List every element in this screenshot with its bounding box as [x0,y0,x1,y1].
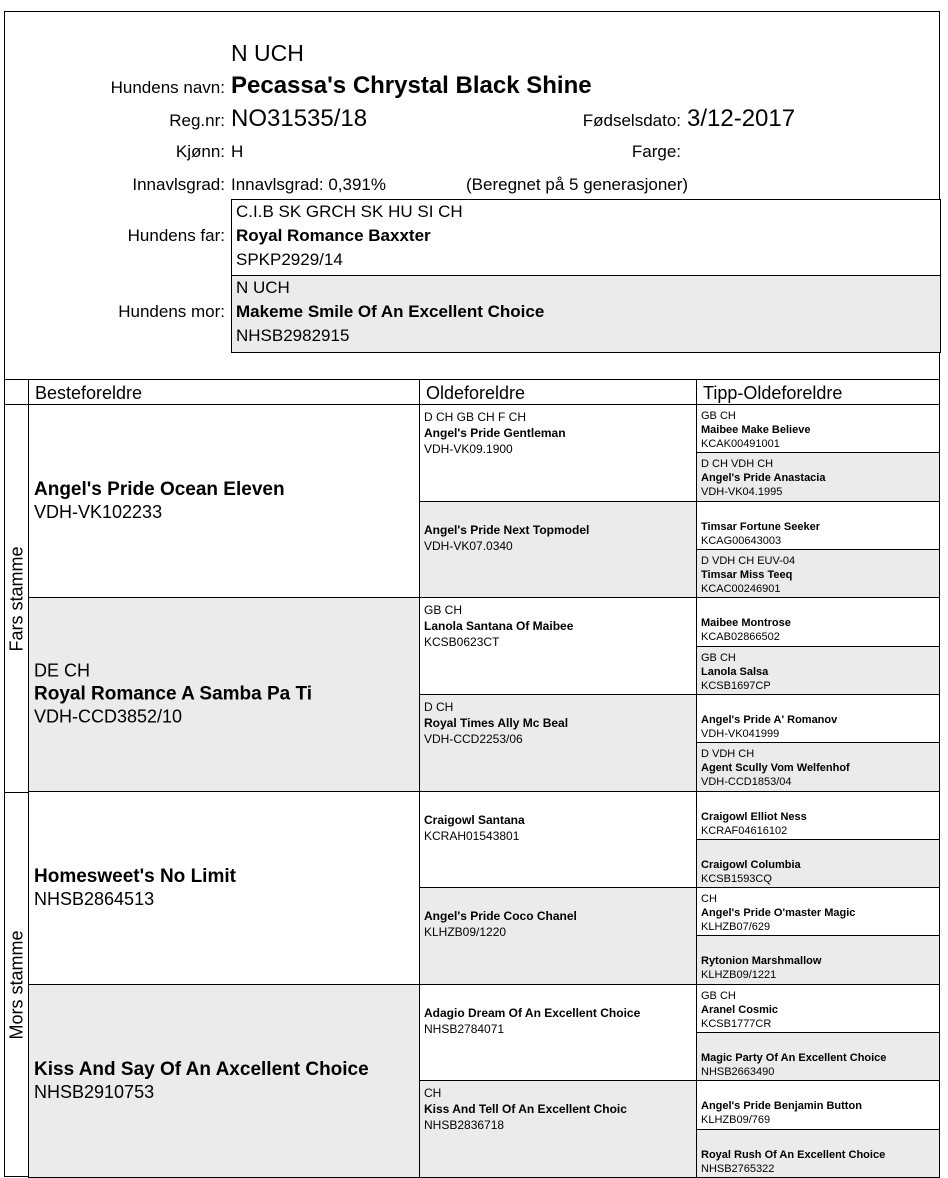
dog-reg: VDH-CCD1853/04 [701,776,792,789]
dog-entry [701,409,810,451]
reg-label: Reg.nr: [169,111,225,130]
dog-reg: KCAC00246901 [701,582,781,595]
dog-title [701,1085,862,1099]
g3-cell [696,452,940,501]
g3-cell [696,935,940,984]
dog-name: Rytonion Marshmallow [701,955,822,968]
dog-entry [424,699,568,747]
g3-cell [696,646,940,695]
dog-name: Craigowl Santana [424,812,525,827]
g3-cell [696,549,940,598]
dog-entry [34,478,285,524]
dog-title [424,506,589,522]
dog-entry [424,409,566,457]
g1-cell [28,404,420,598]
g3-cell [696,791,940,840]
dog-title: CH [424,1086,442,1101]
dog-entry [424,989,640,1037]
dog-reg: KCRAF04616102 [701,824,788,837]
dog-entry [424,1085,627,1133]
color-label: Farge: [631,142,681,161]
inbreeding-label: Innavlsgrad: [132,175,225,194]
dog-name: Kiss And Tell Of An Excellent Choic [424,1102,627,1117]
dog-name: Angel's Pride Coco Chanel [424,909,577,924]
dog-entry [424,602,573,650]
dog-reg: VDH-VK041999 [701,727,780,740]
dog-title: GB CH [701,410,736,422]
column-header-g1: Besteforeldre [28,379,420,405]
dam-box [231,275,941,353]
dog-name: Adagio Dream Of An Excellent Choice [424,1005,641,1020]
dog-sex: H [231,142,244,161]
dog-title: D CH [424,699,454,714]
dog-name: Royal Romance A Samba Pa Ti [34,683,313,705]
sex-label: Kjønn: [175,142,225,161]
dog-reg: KCAG00643003 [701,534,782,547]
g1-cell [28,984,420,1178]
dog-name: Timsar Miss Teeq [701,568,793,581]
dog-reg: NHSB2784071 [424,1021,505,1036]
dam-title: N UCH [236,278,290,297]
dog-entry [701,747,850,789]
dam-reg: NHSB2982915 [236,326,350,345]
dog-entry [424,506,589,554]
dog-name: Agent Scully Vom Welfenhof [701,762,850,775]
dog-reg: KLHZB09/769 [701,1114,771,1127]
dog-entry [701,844,801,886]
name-label: Hundens navn: [110,78,225,97]
dam-label: Hundens mor: [118,302,225,321]
dog-name: Aranel Cosmic [701,1003,779,1016]
sire-reg: SPKP2929/14 [236,250,343,269]
dog-name: Homesweet's No Limit [34,865,236,887]
sire-box [231,199,941,277]
dog-reg: KCSB1697CP [701,679,771,692]
dog-entry [701,892,855,934]
g3-cell [696,404,940,453]
column-header-g3: Tipp-Oldeforeldre [696,379,940,405]
dog-title: GB CH [424,603,463,618]
dog-name: Lanola Salsa [701,665,769,678]
dog-entry [701,651,771,693]
dog-name: Lanola Santana Of Maibee [424,619,574,634]
dog-entry [701,1134,885,1176]
dog-title: GB CH [701,989,736,1002]
birth-label: Fødselsdato: [582,111,681,130]
dog-name: Royal Rush Of An Excellent Choice [701,1148,886,1161]
inbreeding-value: Innavlsgrad: 0,391% [231,175,386,194]
dog-entry [424,892,577,940]
dog-name: Magic Party Of An Excellent Choice [701,1052,887,1065]
g1-cell [28,791,420,985]
dog-reg: NO31535/18 [231,105,368,132]
dog-title: GB CH [701,651,736,664]
dog-title [701,844,801,858]
sire-side-label: Fars stamme [4,404,29,793]
dog-name: Timsar Fortune Seeker [701,520,821,533]
dog-title [701,506,820,520]
dog-reg: VDH-VK07.0340 [424,538,513,553]
dog-reg: KLHZB09/1220 [424,925,507,940]
dog-name: Angel's Pride Anastacia [701,472,826,485]
dog-title [701,796,807,810]
column-header-g2: Oldeforeldre [419,379,697,405]
g3-cell [696,1032,940,1081]
sire-label: Hundens far: [127,226,225,245]
dog-reg: KCSB1593CQ [701,872,772,885]
dog-reg: VDH-CCD2253/06 [424,731,523,746]
dog-title [701,1134,885,1148]
dog-name: Angel's Pride A' Romanov [701,713,838,726]
dog-entry [701,602,791,644]
dog-name: Kiss And Say Of An Axcellent Choice [34,1058,369,1080]
dog-name: Craigowl Columbia [701,858,801,871]
dog-header [4,11,940,380]
g1-cell [28,597,420,791]
sire-name: Royal Romance Baxxter [236,226,431,245]
dam-name: Makeme Smile Of An Excellent Choice [236,302,545,321]
dam-side-label: Mors stamme [4,792,29,1177]
dog-entry [701,796,807,838]
dog-reg: NHSB2663490 [701,1066,775,1079]
g2-cell [419,1080,697,1178]
dog-reg: KCAK00491001 [701,438,780,450]
dog-entry [701,1085,862,1127]
dog-name: Angel's Pride Ocean Eleven [34,479,285,501]
dog-title [701,699,837,713]
dog-entry [701,554,795,596]
dog-title [701,1037,886,1051]
dog-title [701,940,821,954]
dog-title [701,602,791,616]
dog-name: Angel's Pride Gentleman [424,426,566,440]
dog-entry [701,506,820,548]
inbreeding-note: (Beregnet på 5 generasjoner) [466,175,689,194]
dog-title: D CH GB CH F CH [424,410,526,424]
dog-reg: KCRAH01543801 [424,828,520,843]
dog-title [424,796,525,812]
g2-cell [419,694,697,792]
g3-cell [696,887,940,936]
dog-entry [34,865,236,911]
g2-cell [419,791,697,889]
dog-reg: NHSB2910753 [34,1081,155,1102]
g3-cell [696,1080,940,1129]
dog-reg: NHSB2864513 [34,888,155,909]
g3-cell [696,1129,940,1178]
dog-name: Angel's Pride O'master Magic [701,907,856,920]
dog-title: D VDH CH EUV-04 [701,554,796,567]
dog-title: CH [701,893,717,906]
dog-entry [701,1037,886,1079]
dog-name: Angel's Pride Benjamin Button [701,1100,862,1113]
dog-name: Angel's Pride Next Topmodel [424,522,590,537]
g3-cell [696,694,940,743]
dog-reg: VDH-CCD3852/10 [34,706,183,727]
dog-reg: NHSB2765322 [701,1162,775,1175]
dog-reg: KLHZB09/1221 [701,969,777,982]
dog-name: Pecassa's Chrystal Black Shine [231,72,592,99]
dog-reg: VDH-VK09.1900 [424,442,513,456]
pedigree-table [4,379,940,1177]
dog-title: DE CH [34,660,91,681]
dog-entry [424,796,525,844]
g2-cell [419,501,697,599]
dog-reg: NHSB2836718 [424,1118,505,1133]
dog-entry [701,940,821,982]
dog-birth: 3/12-2017 [687,105,796,132]
g2-cell [419,984,697,1082]
g3-cell [696,984,940,1033]
g3-cell [696,501,940,550]
g2-cell [419,597,697,695]
dog-reg: KLHZB07/629 [701,921,771,934]
dog-title: N UCH [231,40,304,66]
dog-title [424,892,577,908]
g3-cell [696,742,940,791]
dog-reg: KCAB02866502 [701,631,780,644]
g2-cell [419,887,697,985]
dog-reg: KCSB0623CT [424,635,500,650]
dog-entry [34,1058,369,1104]
dog-reg: KCSB1777CR [701,1017,772,1030]
dog-name: Craigowl Elliot Ness [701,810,807,823]
dog-name: Maibee Montrose [701,617,791,630]
dog-entry [34,660,312,729]
g3-cell [696,597,940,646]
dog-title: D CH VDH CH [701,458,774,471]
dog-entry [701,699,837,741]
sire-title: C.I.B SK GRCH SK HU SI CH [236,202,463,221]
dog-name: Maibee Make Believe [701,424,811,436]
dog-title: D VDH CH [701,748,755,761]
dog-name: Royal Times Ally Mc Beal [424,715,569,730]
dog-reg: VDH-VK102233 [34,502,163,523]
dog-entry [701,457,825,499]
dog-entry [701,989,778,1031]
dog-title [424,989,640,1005]
g3-cell [696,839,940,888]
g2-cell [419,404,697,502]
dog-reg: VDH-VK04.1995 [701,486,783,499]
corner-cell [4,379,29,405]
